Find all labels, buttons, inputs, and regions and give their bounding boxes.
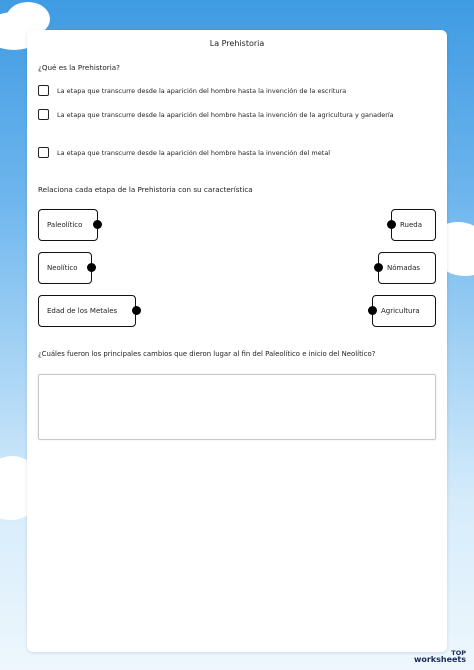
match-item-rueda[interactable] [391,209,436,241]
option-row-1 [38,85,346,96]
option-3-label: La etapa que transcurre desde la aparición del hombre hasta la invención del metal [57,148,331,157]
match-item-edad-de-los-metales[interactable] [38,295,136,327]
option-1-label: La etapa que transcurre desde la aparición del hombre hasta la invención de la escritura [57,86,347,95]
question-2-prompt: Relaciona cada etapa de la Prehistoria con su característica [38,185,253,194]
match-item-label: Rueda [400,221,423,229]
answer-textarea[interactable] [38,374,436,440]
connector-dot-paleolitico[interactable] [93,220,102,229]
match-item-paleolitico[interactable] [38,209,98,241]
match-item-label: Nómadas [387,264,421,272]
match-item-nomadas[interactable] [378,252,436,284]
connector-dot-rueda[interactable] [387,220,396,229]
option-row-2 [38,109,394,120]
page-title: La Prehistoria [209,39,265,48]
option-3-checkbox[interactable] [38,147,49,158]
connector-dot-neolitico[interactable] [87,263,96,272]
match-item-label: Neolítico [47,264,78,272]
topworksheets-logo [414,650,466,665]
option-2-checkbox[interactable] [38,109,49,120]
option-1-checkbox[interactable] [38,85,49,96]
match-item-label: Edad de los Metales [47,307,118,315]
match-item-label: Agricultura [381,307,420,315]
option-row-3 [38,147,330,158]
connector-dot-nomadas[interactable] [374,263,383,272]
match-item-label: Paleolítico [47,221,83,229]
worksheet-page [27,30,447,652]
logo-top-text: TOP [451,648,466,657]
option-2-label: La etapa que transcurre desde la aparición del hombre hasta la invención de la agricultura y ganadería [57,110,394,119]
match-item-agricultura[interactable] [372,295,436,327]
question-1-prompt: ¿Qué es la Prehistoria? [38,63,120,72]
logo-bottom-text: worksheets [413,655,466,664]
match-item-neolitico[interactable] [38,252,92,284]
question-3-prompt: ¿Cuáles fueron los principales cambios que dieron lugar al fin del Paleolítico e inicio del Neolítico? [38,350,376,358]
connector-dot-agricultura[interactable] [368,306,377,315]
connector-dot-edad-de-los-metales[interactable] [132,306,141,315]
